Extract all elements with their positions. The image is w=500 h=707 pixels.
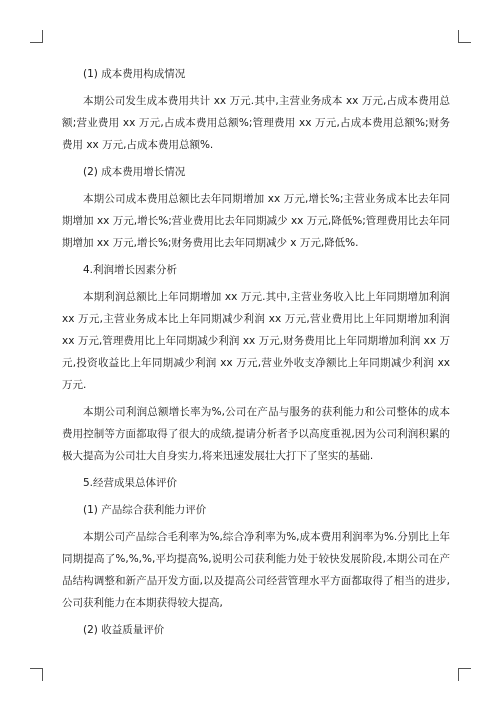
crop-mark-top-right [458, 30, 471, 43]
crop-mark-bottom-left [30, 668, 43, 681]
section-heading-overall-evaluation: 5.经营成果总体评价 [83, 477, 178, 489]
paragraph-profitability: 本期公司产品综合毛利率为%,综合净利率为%,成本费用利润率为%.分别比上年同期提高了%,%,%,平均提高%,说明公司获利能力处于较快发展阶段,本期公司在产品结构调整和新产品开发方面,以及提高公司经营管理水平方面都取得了相当的进步,公司获利能力在本期获得较大提高, [62, 531, 450, 609]
subheading-profitability: (1) 产品综合获利能力评价 [83, 504, 207, 516]
paragraph-profit-summary: 本期公司利润总额增长率为%,公司在产品与服务的获利能力和公司整体的成本费用控制等方面都取得了很大的成绩,提请分析者予以高度重视,因为公司利润积累的极大提高为公司壮大自身实力,将来迅速发展壮大打下了坚实的基础. [62, 406, 450, 462]
subheading-cost-growth: (2) 成本费用增长情况 [83, 166, 186, 178]
paragraph-profit-factors: 本期利润总额比上年同期增加 xx 万元.其中,主营业务收入比上年同期增加利润 xx 万元,主营业务成本比上年同期减少利润 xx 万元,营业费用比上年同期增加利润 xx 万元,管理费用比上年同期减少利润 xx 万元,财务费用比上年同期增加利润 xx 万元,投资收益比上年同期减少利润 xx 万元,营业外收支净额比上年同期减少利润 xx 万元. [62, 291, 450, 391]
subheading-cost-composition: (1) 成本费用构成情况 [83, 68, 186, 80]
crop-mark-top-left [30, 30, 43, 43]
paragraph-cost-composition: 本期公司发生成本费用共计 xx 万元.其中,主营业务成本 xx 万元,占成本费用总额;营业费用 xx 万元,占成本费用总额%;管理费用 xx 万元,占成本费用总额%;财务费用 xx 万元,占成本费用总额%. [62, 95, 450, 151]
subheading-earnings-quality: (2) 收益质量评价 [83, 624, 165, 636]
paragraph-cost-growth: 本期公司成本费用总额比去年同期增加 xx 万元,增长%;主营业务成本比去年同期增加 xx 万元,增长%;营业费用比去年同期减少 xx 万元,降低%;管理费用比去年同期增加 xx 万元,增长%;财务费用比去年同期减少 x 万元,降低%. [62, 193, 450, 249]
document-body [62, 63, 450, 646]
section-heading-profit-growth: 4.利润增长因素分析 [83, 264, 178, 276]
crop-mark-bottom-right [458, 668, 471, 681]
